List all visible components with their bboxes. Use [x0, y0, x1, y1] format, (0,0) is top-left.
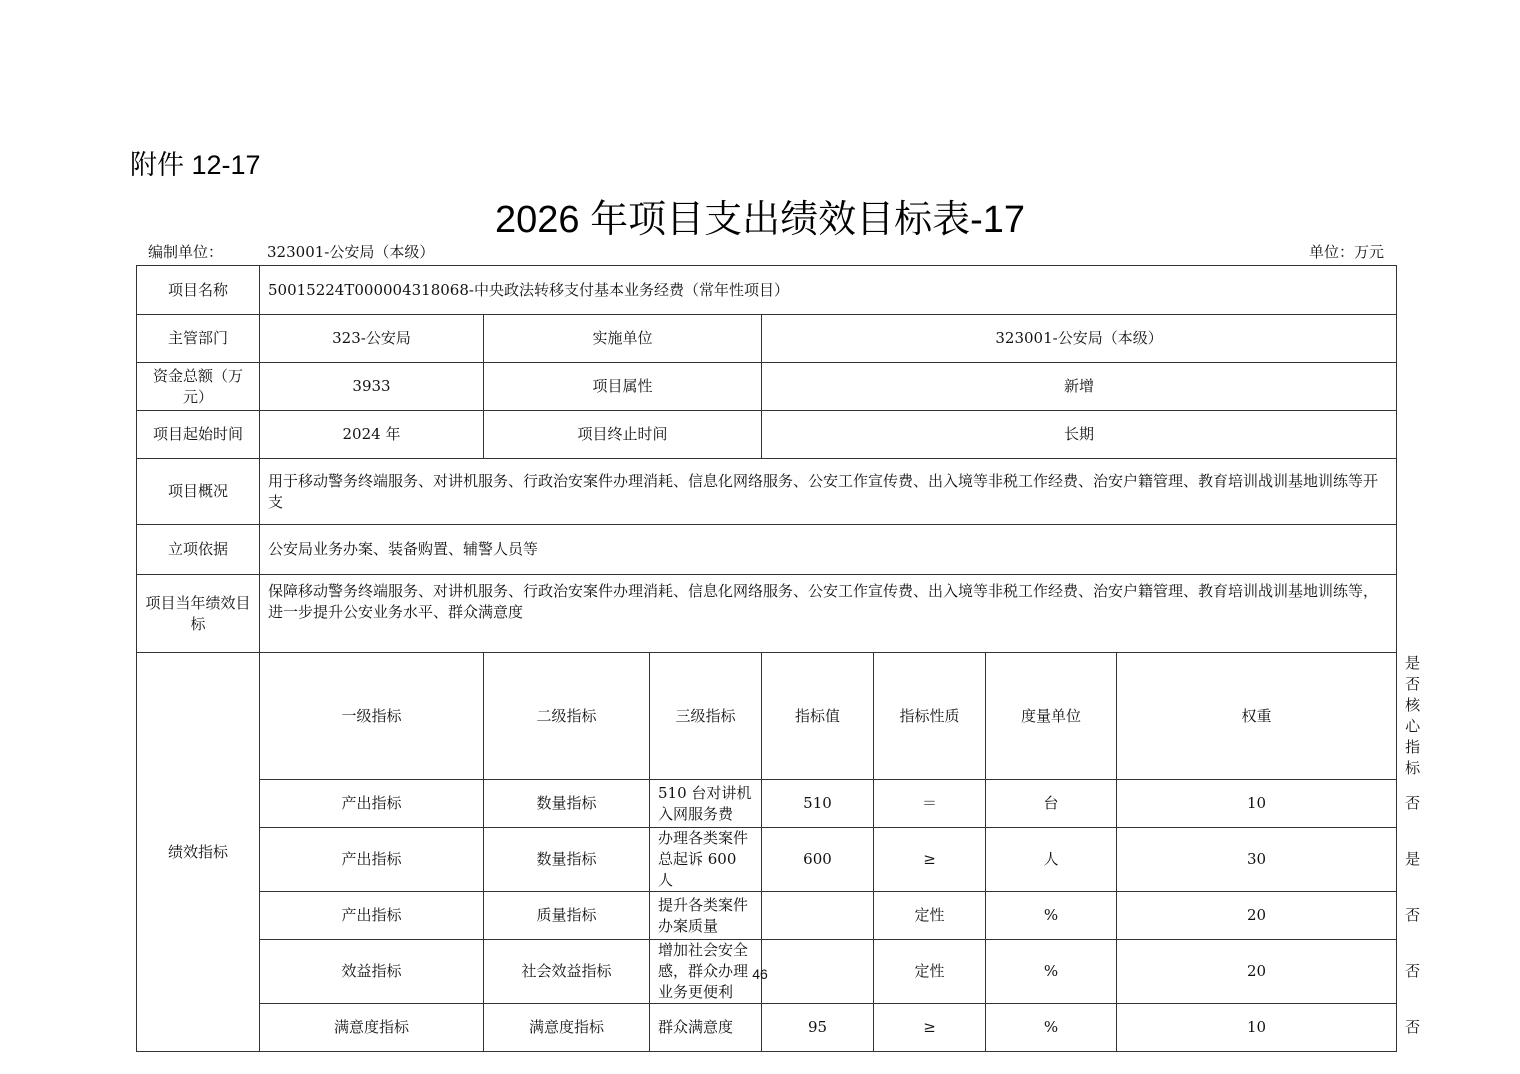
page-number: 46	[752, 966, 768, 982]
level2-cell: 社会效益指标	[484, 940, 650, 1004]
level3-cell: 提升各类案件办案质量	[650, 892, 762, 940]
row-goal	[137, 575, 1397, 653]
weight-cell: 10	[1117, 780, 1397, 828]
row-period	[137, 411, 1397, 459]
currency-unit: 单位：万元	[1308, 243, 1384, 261]
level2-cell: 数量指标	[484, 780, 650, 828]
end-label: 项目终止时间	[484, 411, 762, 459]
weight-cell: 10	[1117, 1004, 1397, 1052]
value-cell: 510	[762, 780, 874, 828]
attr-value: 新增	[762, 363, 1397, 411]
header-unit: 度量单位	[986, 653, 1117, 780]
impl-value: 323001-公安局（本级）	[762, 315, 1397, 363]
value-cell	[762, 892, 874, 940]
header-value: 指标值	[762, 653, 874, 780]
fund-label: 资金总额（万元）	[137, 363, 260, 411]
row-basis	[137, 525, 1397, 575]
indicator-row: 产出指标 数量指标 办理各类案件总起诉 600 人 600 ≥ 人 30 是	[137, 828, 1397, 892]
level3-cell: 办理各类案件总起诉 600 人	[650, 828, 762, 892]
level1-cell: 产出指标	[260, 892, 484, 940]
level2-cell: 数量指标	[484, 828, 650, 892]
compile-unit	[148, 241, 434, 262]
indicator-row: 效益指标 社会效益指标 增加社会安全感，群众办理业务更便利 定性 % 20 否	[137, 940, 1397, 1004]
header-level3: 三级指标	[650, 653, 762, 780]
header-weight: 权重	[1117, 653, 1397, 780]
fund-value: 3933	[260, 363, 484, 411]
level1-cell: 产出指标	[260, 828, 484, 892]
unit-cell: %	[986, 940, 1117, 1004]
indicator-section-label: 绩效指标	[137, 653, 260, 1052]
basis-label: 立项依据	[137, 525, 260, 575]
unit-cell: %	[986, 892, 1117, 940]
row-funding	[137, 363, 1397, 411]
indicator-row: 产出指标 数量指标 510 台对讲机入网服务费 510 ＝ 台 10 否	[137, 780, 1397, 828]
level1-cell: 满意度指标	[260, 1004, 484, 1052]
document-title: 2026 年项目支出绩效目标表-17	[494, 199, 1026, 241]
basis-value: 公安局业务办案、装备购置、辅警人员等	[260, 525, 1397, 575]
start-label: 项目起始时间	[137, 411, 260, 459]
nature-cell: ≥	[874, 1004, 986, 1052]
header-nature: 指标性质	[874, 653, 986, 780]
header-level2: 二级指标	[484, 653, 650, 780]
indicator-row: 满意度指标 满意度指标 群众满意度 95 ≥ % 10 否	[137, 1004, 1397, 1052]
project-name-label: 项目名称	[137, 266, 260, 315]
end-value: 长期	[762, 411, 1397, 459]
dept-value: 323-公安局	[260, 315, 484, 363]
performance-table	[136, 265, 1421, 1052]
overview-value: 用于移动警务终端服务、对讲机服务、行政治安案件办理消耗、信息化网络服务、公安工作宣传费、出入境等非税工作经费、治安户籍管理、教育培训战训基地训练等开支	[260, 459, 1397, 525]
start-value: 2024 年	[260, 411, 484, 459]
indicator-header-row: 绩效指标 一级指标 二级指标 三级指标 指标值 指标性质 度量单位 权重 是否核心指标	[137, 653, 1397, 780]
overview-label: 项目概况	[137, 459, 260, 525]
unit-cell: %	[986, 1004, 1117, 1052]
row-project-name	[137, 266, 1397, 315]
project-name-value: 50015224T000004318068-中央政法转移支付基本业务经费（常年性项目）	[260, 266, 1397, 315]
row-overview	[137, 459, 1397, 525]
goal-label: 项目当年绩效目标	[137, 575, 260, 653]
indicator-row: 产出指标 质量指标 提升各类案件办案质量 定性 % 20 否	[137, 892, 1397, 940]
row-department	[137, 315, 1397, 363]
dept-label: 主管部门	[137, 315, 260, 363]
level2-cell: 质量指标	[484, 892, 650, 940]
nature-cell: ＝	[874, 780, 986, 828]
attr-label: 项目属性	[484, 363, 762, 411]
value-cell: 95	[762, 1004, 874, 1052]
weight-cell: 30	[1117, 828, 1397, 892]
value-cell: 600	[762, 828, 874, 892]
level2-cell: 满意度指标	[484, 1004, 650, 1052]
goal-value: 保障移动警务终端服务、对讲机服务、行政治安案件办理消耗、信息化网络服务、公安工作宣传费、出入境等非税工作经费、治安户籍管理、教育培训战训基地训练等，进一步提升公安业务水平、群众满意度	[260, 575, 1397, 653]
nature-cell: 定性	[874, 940, 986, 1004]
unit-cell: 台	[986, 780, 1117, 828]
unit-cell: 人	[986, 828, 1117, 892]
impl-label: 实施单位	[484, 315, 762, 363]
level3-cell: 增加社会安全感，群众办理业务更便利	[650, 940, 762, 1004]
nature-cell: 定性	[874, 892, 986, 940]
compile-unit-label: 编制单位：	[148, 243, 224, 261]
attachment-label: 附件 12-17	[130, 150, 261, 180]
weight-cell: 20	[1117, 940, 1397, 1004]
level3-cell: 群众满意度	[650, 1004, 762, 1052]
level1-cell: 产出指标	[260, 780, 484, 828]
nature-cell: ≥	[874, 828, 986, 892]
compile-unit-value: 323001-公安局（本级）	[267, 243, 435, 261]
header-level1: 一级指标	[260, 653, 484, 780]
weight-cell: 20	[1117, 892, 1397, 940]
level1-cell: 效益指标	[260, 940, 484, 1004]
level3-cell: 510 台对讲机入网服务费	[650, 780, 762, 828]
